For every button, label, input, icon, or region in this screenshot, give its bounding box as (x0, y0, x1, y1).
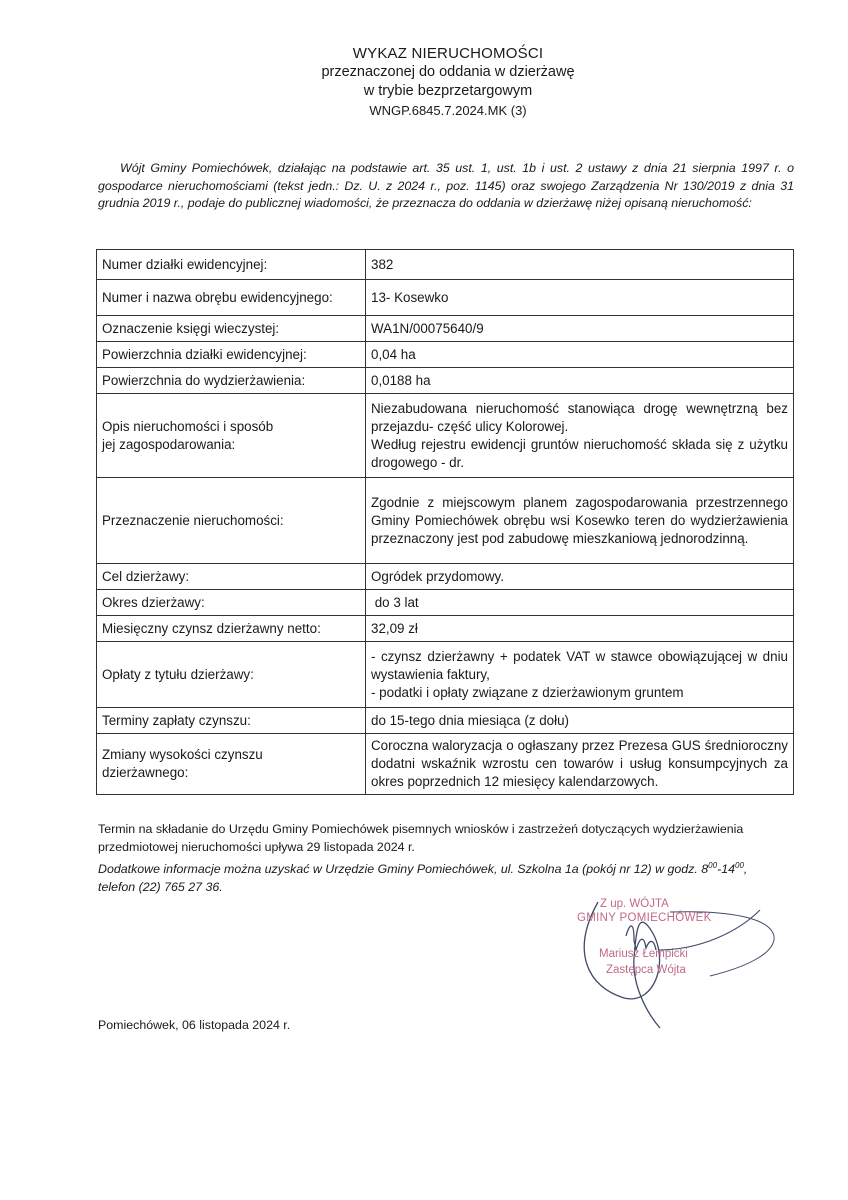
row-value: 382 (366, 250, 794, 280)
table-row (97, 394, 794, 478)
table-row (97, 642, 794, 708)
row-label: Opłaty z tytułu dzierżawy: (97, 642, 366, 708)
document-subtitle-2: w trybie bezprzetargowym (363, 83, 533, 99)
row-label: Cel dzierżawy: (97, 564, 366, 590)
stamp-line: Z up. WÓJTA (600, 898, 669, 910)
row-label: Oznaczenie księgi wieczystej: (97, 316, 366, 342)
row-value: 0,04 ha (366, 342, 794, 368)
row-value: 13- Kosewko (366, 280, 794, 316)
row-value (366, 394, 794, 478)
table-row (97, 316, 794, 342)
stamp-line: Zastępca Wójta (606, 964, 686, 976)
info-text: Dodatkowe informacje można uzyskać w Urzędzie Gminy Pomiechówek, ul. Szkolna 1a (pokój nr 12) w godz. 8 (98, 862, 709, 877)
table-row (97, 734, 794, 795)
info-suffix: , (743, 862, 748, 877)
row-label: Miesięczny czynsz dzierżawny netto: (97, 616, 366, 642)
document-subtitle-1: przeznaczonej do oddania w dzierżawę (321, 64, 575, 80)
table-row (97, 564, 794, 590)
row-label (97, 734, 366, 795)
row-value: do 15-tego dnia miesiąca (z dołu) (366, 708, 794, 734)
table-row (97, 616, 794, 642)
row-value-line: Niezabudowana nieruchomość stanowiąca drogę wewnętrzną bez przejazdu- część ulicy Kolorowej. (371, 400, 788, 434)
row-value: do 3 lat (366, 590, 794, 616)
deadline-notice: Termin na składanie do Urzędu Gminy Pomiechówek pisemnych wniosków i zastrzeżeń dotyczących wydzierżawienia przedmiotowej nieruchomości upływa 29 listopada 2024 r. (98, 822, 744, 854)
phone-line: telefon (22) 765 27 36. (98, 880, 223, 895)
row-value: 0,0188 ha (366, 368, 794, 394)
table-row (97, 708, 794, 734)
row-label: Powierzchnia działki ewidencyjnej: (97, 342, 366, 368)
additional-info (98, 857, 798, 896)
row-label: Okres dzierżawy: (97, 590, 366, 616)
stamp-line: GMINY POMIECHÓWEK (577, 912, 712, 924)
document-header (0, 44, 848, 120)
info-line (98, 857, 798, 878)
row-label: Terminy zapłaty czynszu: (97, 708, 366, 734)
row-value (366, 642, 794, 708)
table-row (97, 368, 794, 394)
table-row (97, 280, 794, 316)
row-label-line: jej zagospodarowania: (102, 436, 236, 452)
reference-number: WNGP.6845.7.2024.MK (3) (369, 103, 527, 118)
stamp-line: Mariusz Łempicki (599, 948, 688, 960)
place-and-date: Pomiechówek, 06 listopada 2024 r. (98, 1018, 291, 1032)
table-row (97, 342, 794, 368)
row-value: Zgodnie z miejscowym planem zagospodarowania przestrzennego Gminy Pomiechówek obrębu wsi Kosewko teren do wydzierżawienia przeznaczony jest pod zabudowę mieszkaniową jednorodzinną. (366, 478, 794, 564)
document-title: WYKAZ NIERUCHOMOŚCI (352, 45, 544, 62)
hour-separator: -14 (717, 862, 735, 877)
row-label-line: Zmiany wysokości czynszu (102, 747, 263, 762)
row-label: Przeznaczenie nieruchomości: (97, 478, 366, 564)
hour-superscript: 00 (735, 861, 744, 870)
row-value: 32,09 zł (366, 616, 794, 642)
row-value-line: Według rejestru ewidencji gruntów nieruchomość składa się z użytku drogowego - dr. (371, 436, 788, 470)
row-label-line: Opis nieruchomości i sposób (102, 418, 274, 434)
official-stamp (560, 892, 780, 1032)
table-row (97, 478, 794, 564)
property-table (96, 249, 794, 795)
row-value-line: - podatki i opłaty związane z dzierżawionym gruntem (371, 684, 684, 700)
row-label: Powierzchnia do wydzierżawienia: (97, 368, 366, 394)
row-label: Numer działki ewidencyjnej: (97, 250, 366, 280)
table-row (97, 250, 794, 280)
table-row (97, 590, 794, 616)
intro-paragraph: Wójt Gminy Pomiechówek, działając na podstawie art. 35 ust. 1, ust. 1b i ust. 2 ustawy z dnia 21 sierpnia 1997 r. o gospodarce nieruchomościami (tekst jedn.: Dz. U. z 2024 r., poz. 1145) oraz swojego Zarządzenia Nr 130/2019 z dnia 31 grudnia 2019 r., podaje do publicznej wiadomości, że przeznacza do oddania w dzierżawę niżej opisaną nieruchomość: (98, 161, 794, 211)
row-value-line: - czynsz dzierżawny + podatek VAT w stawce obowiązującej w dniu wystawienia faktury, (371, 648, 788, 682)
row-value: WA1N/00075640/9 (366, 316, 794, 342)
hour-superscript: 00 (708, 861, 718, 870)
row-label: Numer i nazwa obrębu ewidencyjnego: (97, 280, 366, 316)
row-value: Coroczna waloryzacja o ogłaszany przez Prezesa GUS średnioroczny dodatni wskaźnik wzrostu cen towarów i usług konsumpcyjnych za okres poprzednich 12 miesięcy kalendarzowych. (366, 734, 794, 795)
row-label (97, 394, 366, 478)
row-label-line: dzierżawnego: (102, 765, 189, 780)
row-value: Ogródek przydomowy. (366, 564, 794, 590)
